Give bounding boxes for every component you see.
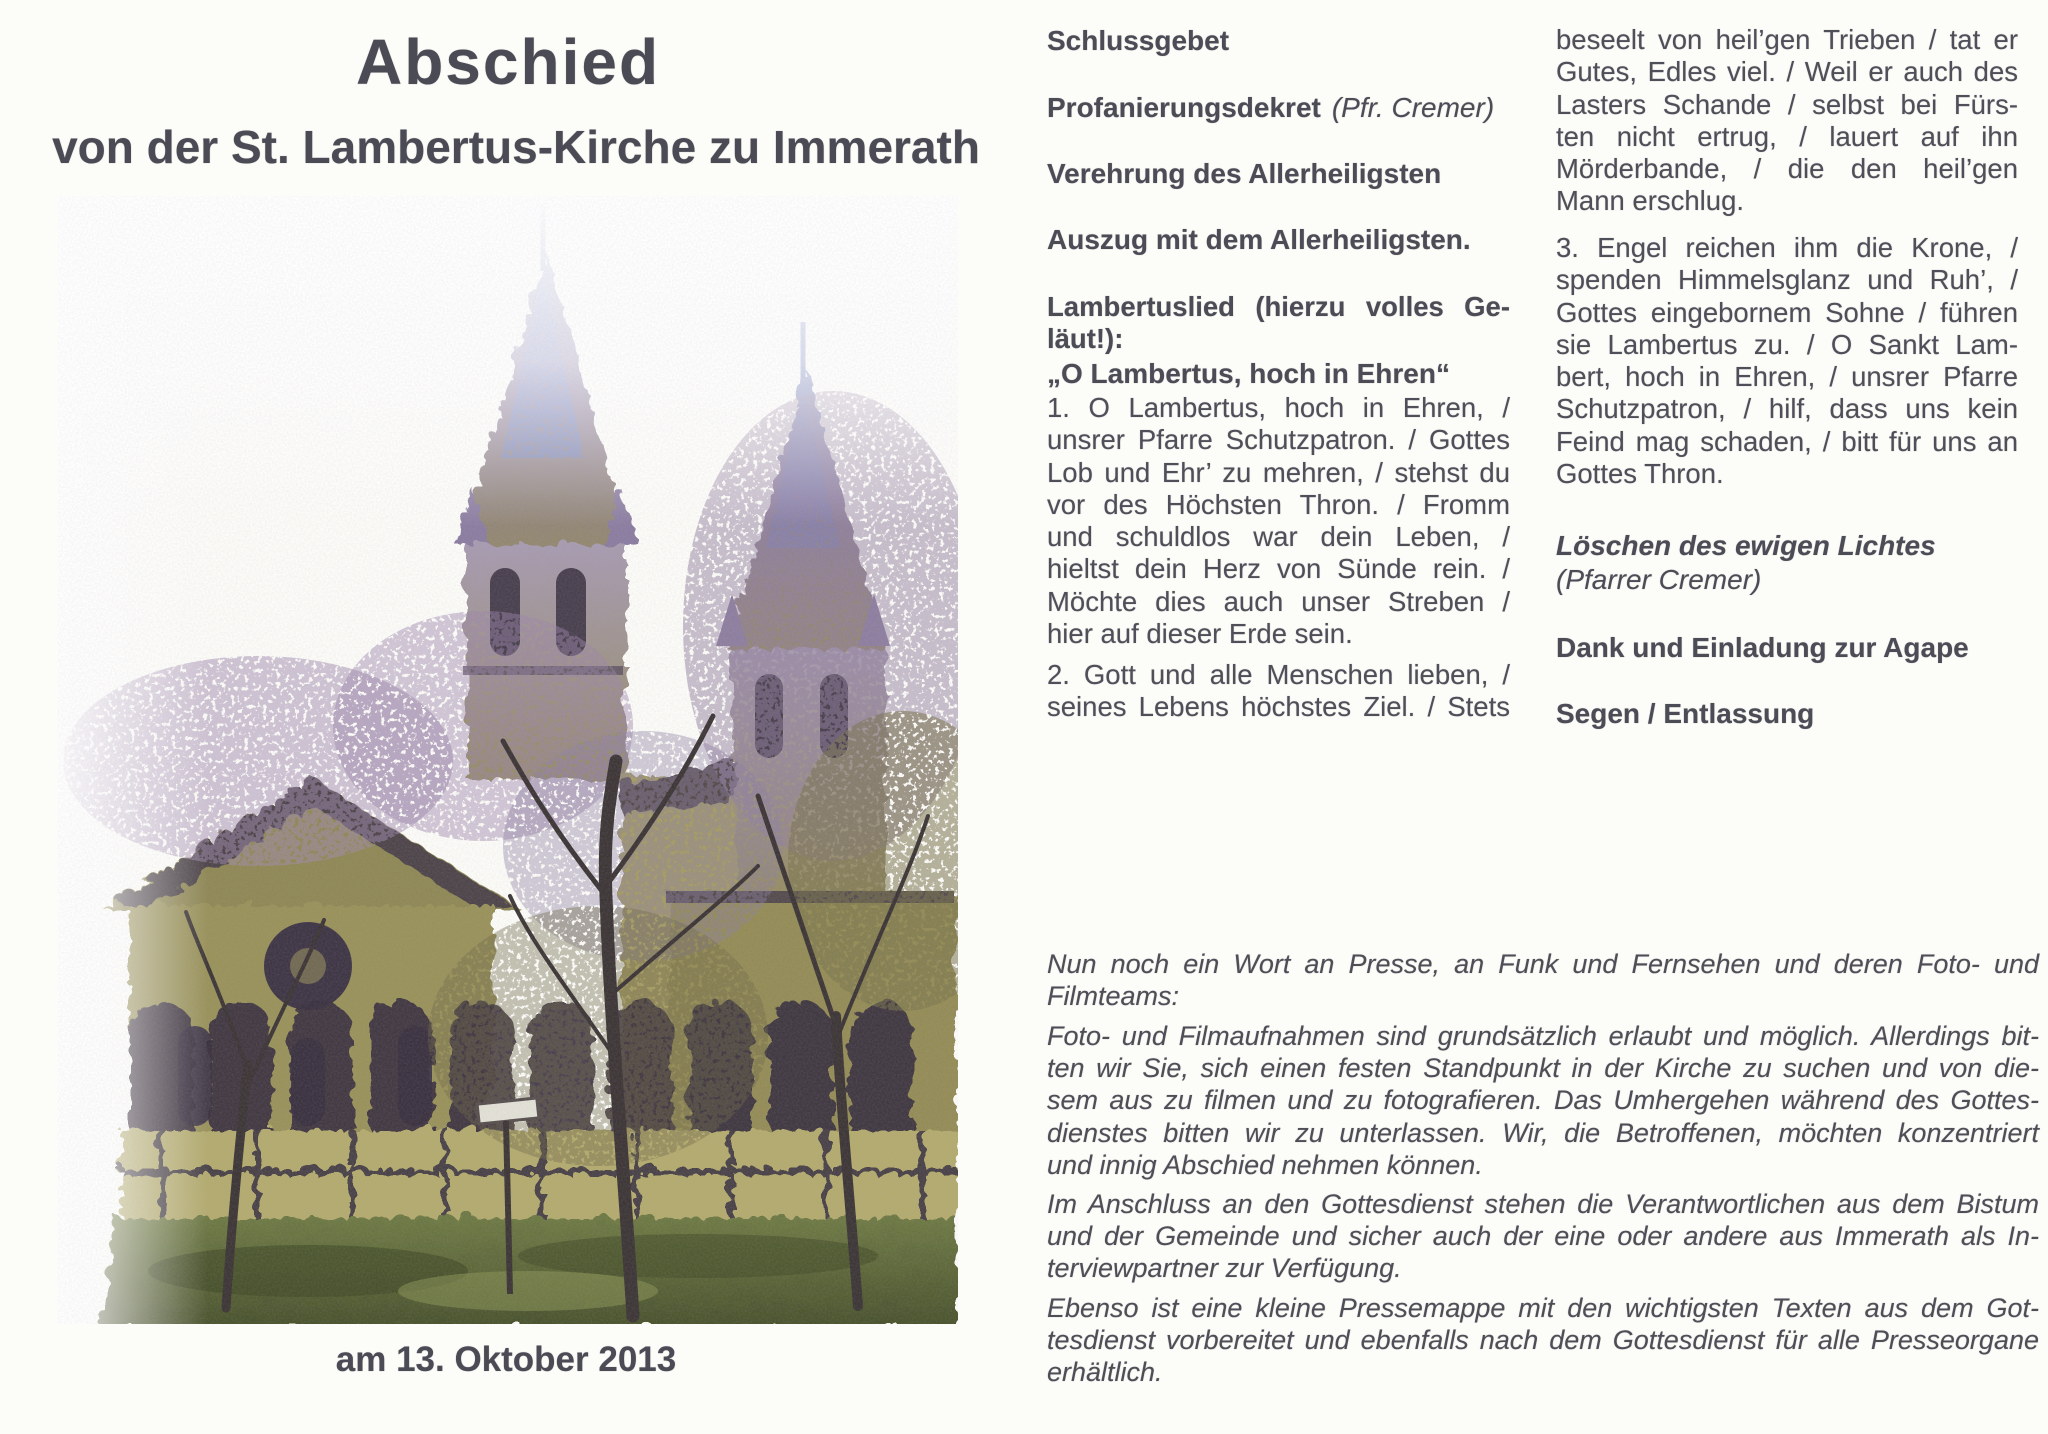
hymn-heading-line: Lambertuslied (hierzu volles Ge-: [1047, 291, 1510, 322]
press-note-line: Nun noch ein Wort an Presse, an Funk und Fernsehen und deren Foto- und: [1047, 949, 2039, 979]
service-item-segen: Segen / Entlassung: [1556, 698, 1815, 729]
hymn-verse-line: Schutzpatron, / hilf, dass uns kein: [1556, 393, 2018, 425]
order-of-service-column: [1047, 0, 1510, 780]
hymn-verse-1: [1047, 392, 1510, 650]
service-item-celebrant: (Pfr. Cremer): [1331, 92, 1495, 123]
hymn-verse-line: 2. Gott und alle Menschen lieben, /: [1047, 659, 1510, 690]
service-item-loeschen: Löschen des ewigen Lichtes: [1556, 530, 1936, 561]
hymn-verse-line: Gottes Thron.: [1556, 458, 1724, 490]
hymn-verse-2-continued: [1556, 24, 2018, 218]
press-note-pressemappe: [1047, 1292, 2039, 1389]
hymn-verse-line: 1. O Lambertus, hoch in Ehren, /: [1047, 392, 1510, 423]
service-item-loeschen-celebrant: (Pfarrer Cremer): [1556, 564, 1762, 595]
hymn-verse-line: hier auf dieser Erde sein.: [1047, 618, 1353, 650]
press-note-line: ten wir Sie, sich einen festen Standpunkt in der Kirche zu suchen und von die-: [1047, 1053, 2039, 1084]
hymn-verse-line: bert, hoch in Ehren, / unsrer Pfarre: [1556, 361, 2018, 393]
hymn-verse-line: seines Lebens höchstes Ziel. / Stets: [1047, 691, 1510, 723]
photo-caption: am 13. Oktober 2013: [335, 1340, 677, 1379]
service-item-auszug: Auszug mit dem Allerheiligsten.: [1047, 224, 1471, 255]
press-note-interviews: [1047, 1188, 2039, 1285]
hymn-verse-line: hieltst dein Herz von Sünde rein. /: [1047, 553, 1510, 585]
church-photo-illustration: [58, 196, 958, 1324]
press-note-filming-rules: [1047, 1020, 2039, 1181]
press-note-line: Foto- und Filmaufnahmen sind grundsätzlich erlaubt und möglich. Allerdings bit-: [1047, 1021, 2039, 1051]
press-note-line: Im Anschluss an den Gottesdienst stehen die Verantwortlichen aus dem Bistum: [1047, 1189, 2039, 1219]
hymn-verse-line: Lob und Ehr’ zu mehren, / stehst du: [1047, 456, 1510, 488]
hymn-verse-line: Mann erschlug.: [1556, 185, 1745, 217]
hymn-heading: [1047, 291, 1510, 356]
press-note-line: Ebenso ist eine kleine Pressemappe mit den wichtigsten Texten aus dem Got-: [1047, 1293, 2039, 1323]
press-note-line: und der Gemeinde und sicher auch der eine oder andere aus Immerath als In-: [1047, 1221, 2039, 1252]
service-item-schlussgebet: Schlussgebet: [1047, 25, 1230, 56]
hymn-verse-2: [1047, 659, 1510, 724]
page-subtitle: von der St. Lambertus-Kirche zu Immerath: [52, 121, 980, 173]
service-item-verehrung: Verehrung des Allerheiligsten: [1047, 158, 1442, 189]
press-note-line: tesdienst vorbereitet und ebenfalls nach dem Gottesdienst für alle Presseorgane: [1047, 1325, 2039, 1356]
service-item-dank-agape: Dank und Einladung zur Agape: [1556, 632, 1969, 663]
press-note-line: erhältlich.: [1047, 1357, 1163, 1388]
hymn-verse-line: ten nicht ertrug, / lauert auf ihn: [1556, 120, 2018, 152]
service-item-label: Profanierungsdekret: [1047, 92, 1321, 123]
hymn-heading-line: läut!):: [1047, 323, 1124, 355]
church-photo: [58, 196, 958, 1324]
service-item-profanierungsdekret: [1047, 91, 1494, 124]
press-note-line: und innig Abschied nehmen können.: [1047, 1149, 1483, 1180]
press-note-intro: [1047, 948, 2039, 1012]
hymn-verse-line: beseelt von heil’gen Trieben / tat er: [1556, 24, 2018, 55]
hymn-verse-line: Gottes eingebornem Sohne / führen: [1556, 296, 2018, 328]
hymn-verse-line: spenden Himmelsglanz und Ruh’, /: [1556, 264, 2018, 296]
hymn-verse-line: Mörderbande, / die den heil’gen: [1556, 153, 2018, 185]
order-of-service-column-right: [1556, 0, 2018, 780]
page-title: Abschied: [355, 26, 661, 98]
press-note-line: sem aus zu filmen und zu fotografieren. Das Umhergehen während des Gottes-: [1047, 1085, 2039, 1116]
press-note-line: dienstes bitten wir zu unterlassen. Wir, die Betroffenen, möchten konzentriert: [1047, 1117, 2039, 1148]
hymn-verse-line: unsrer Pfarre Schutzpatron. / Gottes: [1047, 424, 1510, 456]
press-note-line: Filmteams:: [1047, 981, 1180, 1012]
hymn-verse-line: vor des Höchsten Thron. / Fromm: [1047, 488, 1510, 520]
hymn-verse-line: Möchte dies auch unser Streben /: [1047, 585, 1510, 617]
hymn-verse-line: Gutes, Edles viel. / Weil er auch des: [1556, 56, 2018, 88]
hymn-verse-line: Lasters Schande / selbst bei Fürs-: [1556, 88, 2018, 120]
hymn-title: „O Lambertus, hoch in Ehren“: [1047, 358, 1450, 389]
hymn-verse-line: und schuldlos war dein Leben, /: [1047, 521, 1510, 553]
press-note-line: terviewpartner zur Verfügung.: [1047, 1253, 1402, 1284]
hymn-verse-3: [1556, 232, 2018, 490]
hymn-verse-line: Feind mag schaden, / bitt für uns an: [1556, 425, 2018, 457]
hymn-verse-line: sie Lambertus zu. / O Sankt Lam-: [1556, 328, 2018, 360]
hymn-verse-line: 3. Engel reichen ihm die Krone, /: [1556, 232, 2018, 263]
